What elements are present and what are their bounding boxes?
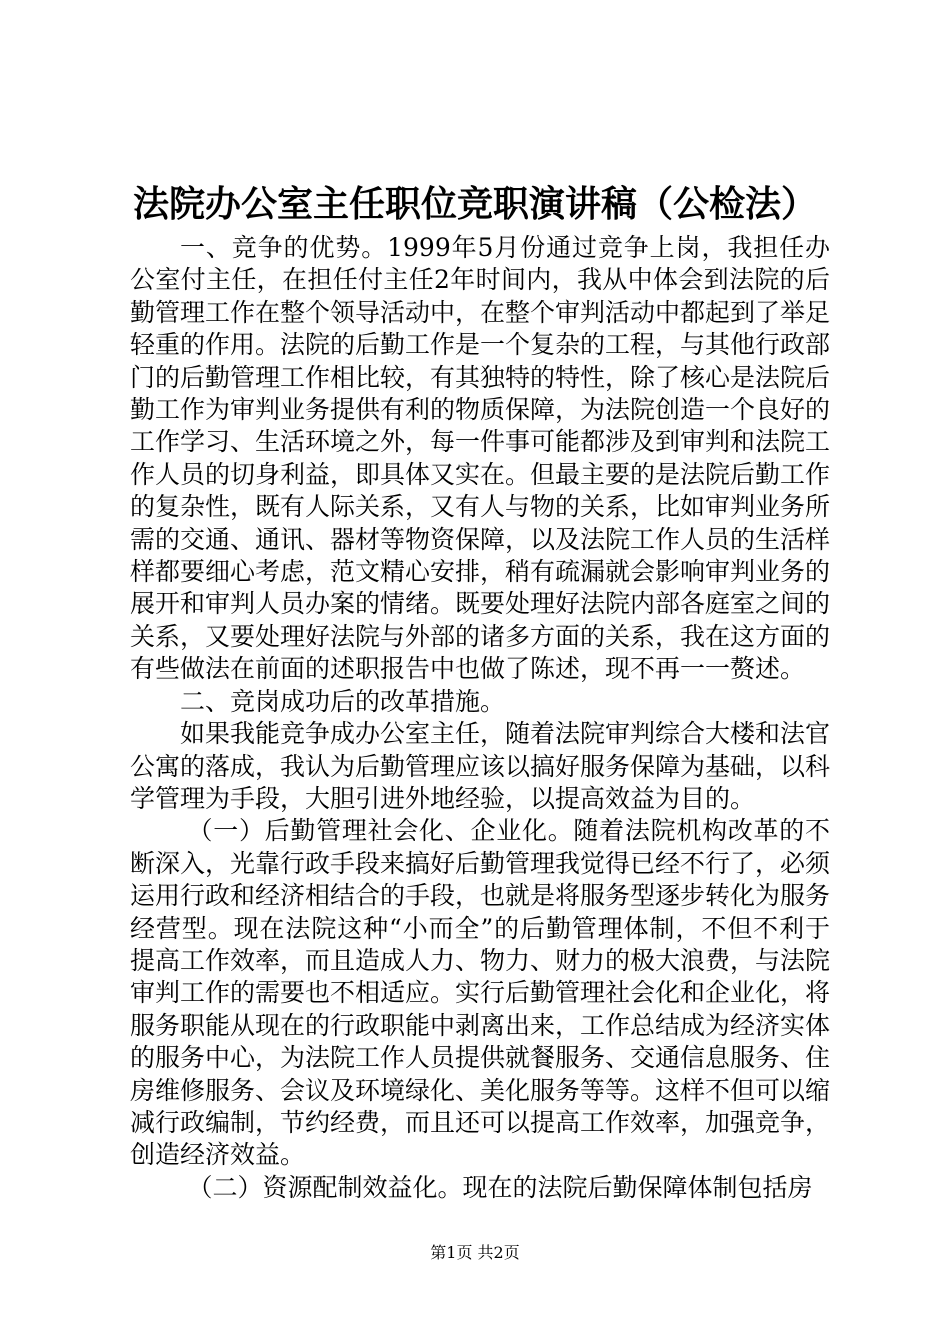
paragraph-resources: （二）资源配制效益化。现在的法院后勤保障体制包括房 bbox=[187, 1172, 813, 1202]
paragraph-intro: 如果我能竞争成办公室主任，随着法院审判综合大楼和法官公寓的落成，我认为后勤管理应该以搞好服务保障为基础，以科学管理为手段，大胆引进外地经验，以提高效益为目的。 bbox=[130, 719, 831, 813]
paragraph-advantages: 一、竞争的优势。1999年5月份通过竞争上岗，我担任办公室付主任，在担任付主任2年时间内，我从中体会到法院的后勤管理工作在整个领导活动中，在整个审判活动中都起到了举足轻重的作用。法院的后勤工作是一个复杂的工程，与其他行政部门的后勤管理工作相比较，有其独特的特性，除了核心是法院后勤工作为审判业务提供有利的物质保障，为法院创造一个良好的工作学习、生活环境之外，每一件事可能都涉及到审判和法院工作人员的切身利益，即具体又实在。但最主要的是法院后勤工作的复杂性，既有人际关系，又有人与物的关系，比如审判业务所需的交通、通讯、器材等物资保障，以及法院工作人员的生活样样都要细心考虑，范文精心安排，稍有疏漏就会影响审判业务的展开和审判人员办案的情绪。既要处理好法院内部各庭室之间的关系，又要处理好法院与外部的诸多方面的关系，我在这方面的有些做法在前面的述职报告中也做了陈述，现不再一一赘述。 bbox=[130, 233, 831, 684]
page-number: 第1页 共2页 bbox=[430, 1243, 520, 1262]
paragraph-socialization: （一）后勤管理社会化、企业化。随着法院机构改革的不断深入，光靠行政手段来搞好后勤管理我觉得已经不行了，必须运用行政和经济相结合的手段，也就是将服务型逐步转化为服务经营型。现在法院这种“小而全”的后勤管理体制，不但不利于提高工作效率，而且造成人力、物力、财力的极大浪费，与法院审判工作的需要也不相适应。实行后勤管理社会化和企业化，将服务职能从现在的行政职能中剥离出来，工作总结成为经济实体的服务中心，为法院工作人员提供就餐服务、交通信息服务、住房维修服务、会议及环境绿化、美化服务等等。这样不但可以缩减行政编制，节约经费，而且还可以提高工作效率，加强竞争，创造经济效益。 bbox=[130, 816, 831, 1170]
section-heading-reform: 二、竞岗成功后的改革措施。 bbox=[180, 686, 506, 716]
document-body bbox=[130, 232, 830, 1204]
document-title: 法院办公室主任职位竞职演讲稿（公检法） bbox=[132, 183, 817, 225]
